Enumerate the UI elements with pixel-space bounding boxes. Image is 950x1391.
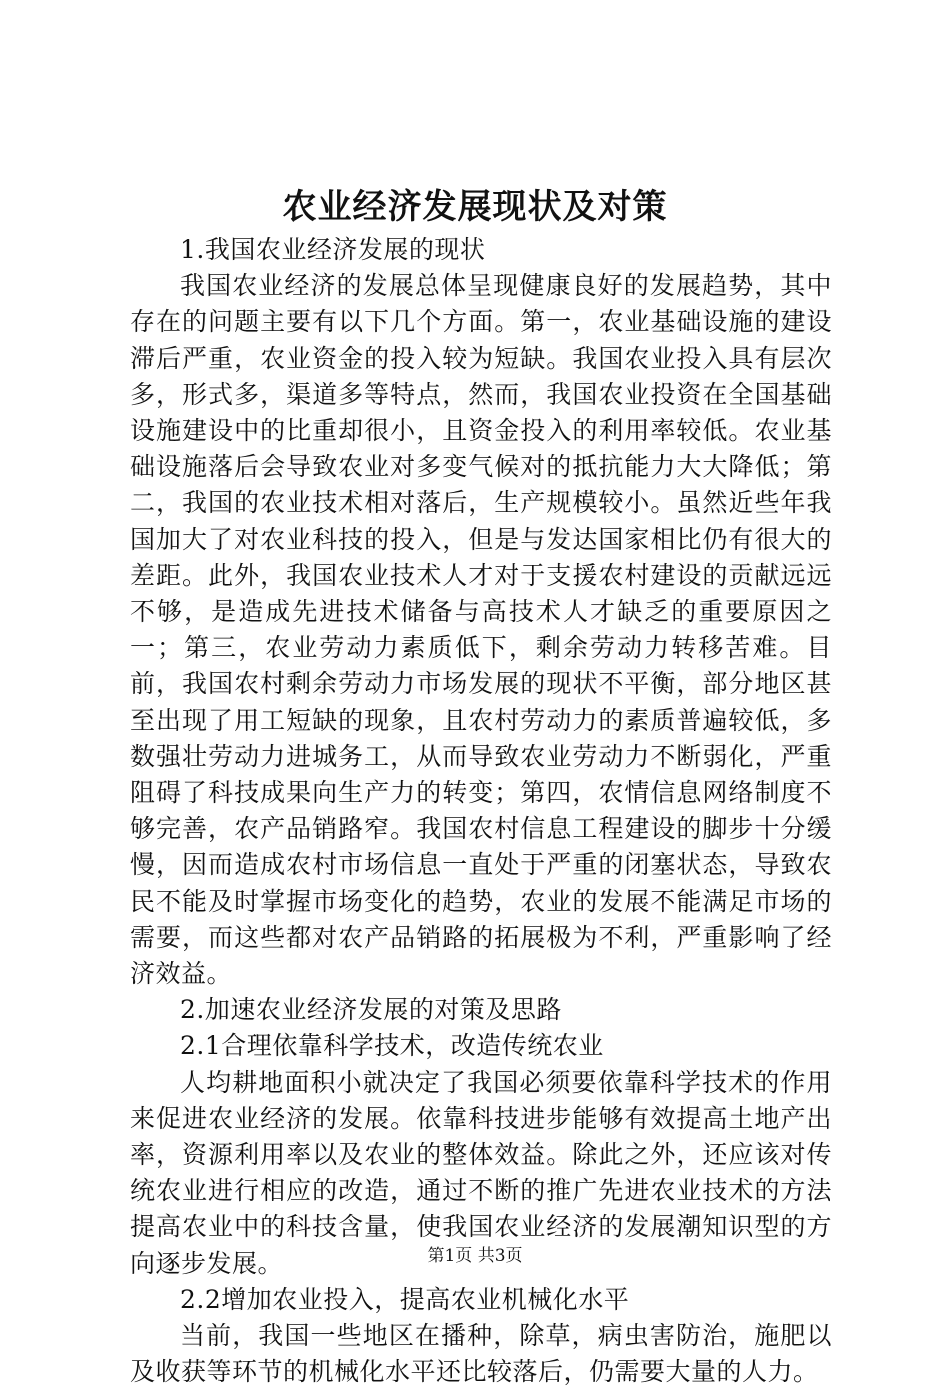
paragraph-1: 我国农业经济的发展总体呈现健康良好的发展趋势，其中存在的问题主要有以下几个方面。第一，农业基础设施的建设滞后严重，农业资金的投入较为短缺。我国农业投入具有层次多，形式多，渠道多等特点，然而，我国农业投资在全国基础设施建设中的比重却很小，且资金投入的利用率较低。农业基础设施落后会导致农业对多变气候对的抵抗能力大大降低；第二，我国的农业技术相对落后，生产规模较小。虽然近些年我国加大了对农业科技的投入，但是与发达国家相比仍有很大的差距。此外，我国农业技术人才对于支援农村建设的贡献远远不够，是造成先进技术储备与高技术人才缺乏的重要原因之一；第三，农业劳动力素质低下，剩余劳动力转移苦难。目前，我国农村剩余劳动力市场发展的现状不平衡，部分地区甚至出现了用工短缺的现象，且农村劳动力的素质普遍较低，多数强壮劳动力进城务工，从而导致农业劳动力不断弱化，严重阻碍了科技成果向生产力的转变；第四，农情信息网络制度不够完善，农产品销路窄。我国农村信息工程建设的脚步十分缓慢，因而造成农村市场信息一直处于严重的闭塞状态，导致农民不能及时掌握市场变化的趋势，农业的发展不能满足市场的需要，而这些都对农产品销路的拓展极为不利，严重影响了经济效益。 <box>130 271 832 989</box>
subsection-heading-2-1: 2.1合理依靠科学技术，改造传统农业 <box>180 1031 604 1061</box>
subsection-heading-2-2: 2.2增加农业投入，提高农业机械化水平 <box>180 1284 630 1314</box>
paragraph-3: 当前，我国一些地区在播种，除草，病虫害防治，施肥以及收获等环节的机械化水平还比较落后，仍需要大量的人力。 <box>130 1321 832 1387</box>
section-heading-1: 1.我国农业经济发展的现状 <box>180 235 486 264</box>
page-footer: 第1页 共3页 <box>427 1246 523 1266</box>
paragraph-2: 人均耕地面积小就决定了我国必须要依靠科学技术的作用来促进农业经济的发展。依靠科技进步能够有效提高土地产出率，资源利用率以及农业的整体效益。除此之外，还应该对传统农业进行相应的改造，通过不断的推广先进农业技术的方法提高农业中的科技含量，使我国农业经济的发展潮知识型的方向逐步发展。 <box>130 1067 832 1278</box>
document-body <box>130 232 832 1391</box>
section-heading-2: 2.加速农业经济发展的对策及思路 <box>180 995 562 1025</box>
document-title: 农业经济发展现状及对策 <box>282 187 668 227</box>
